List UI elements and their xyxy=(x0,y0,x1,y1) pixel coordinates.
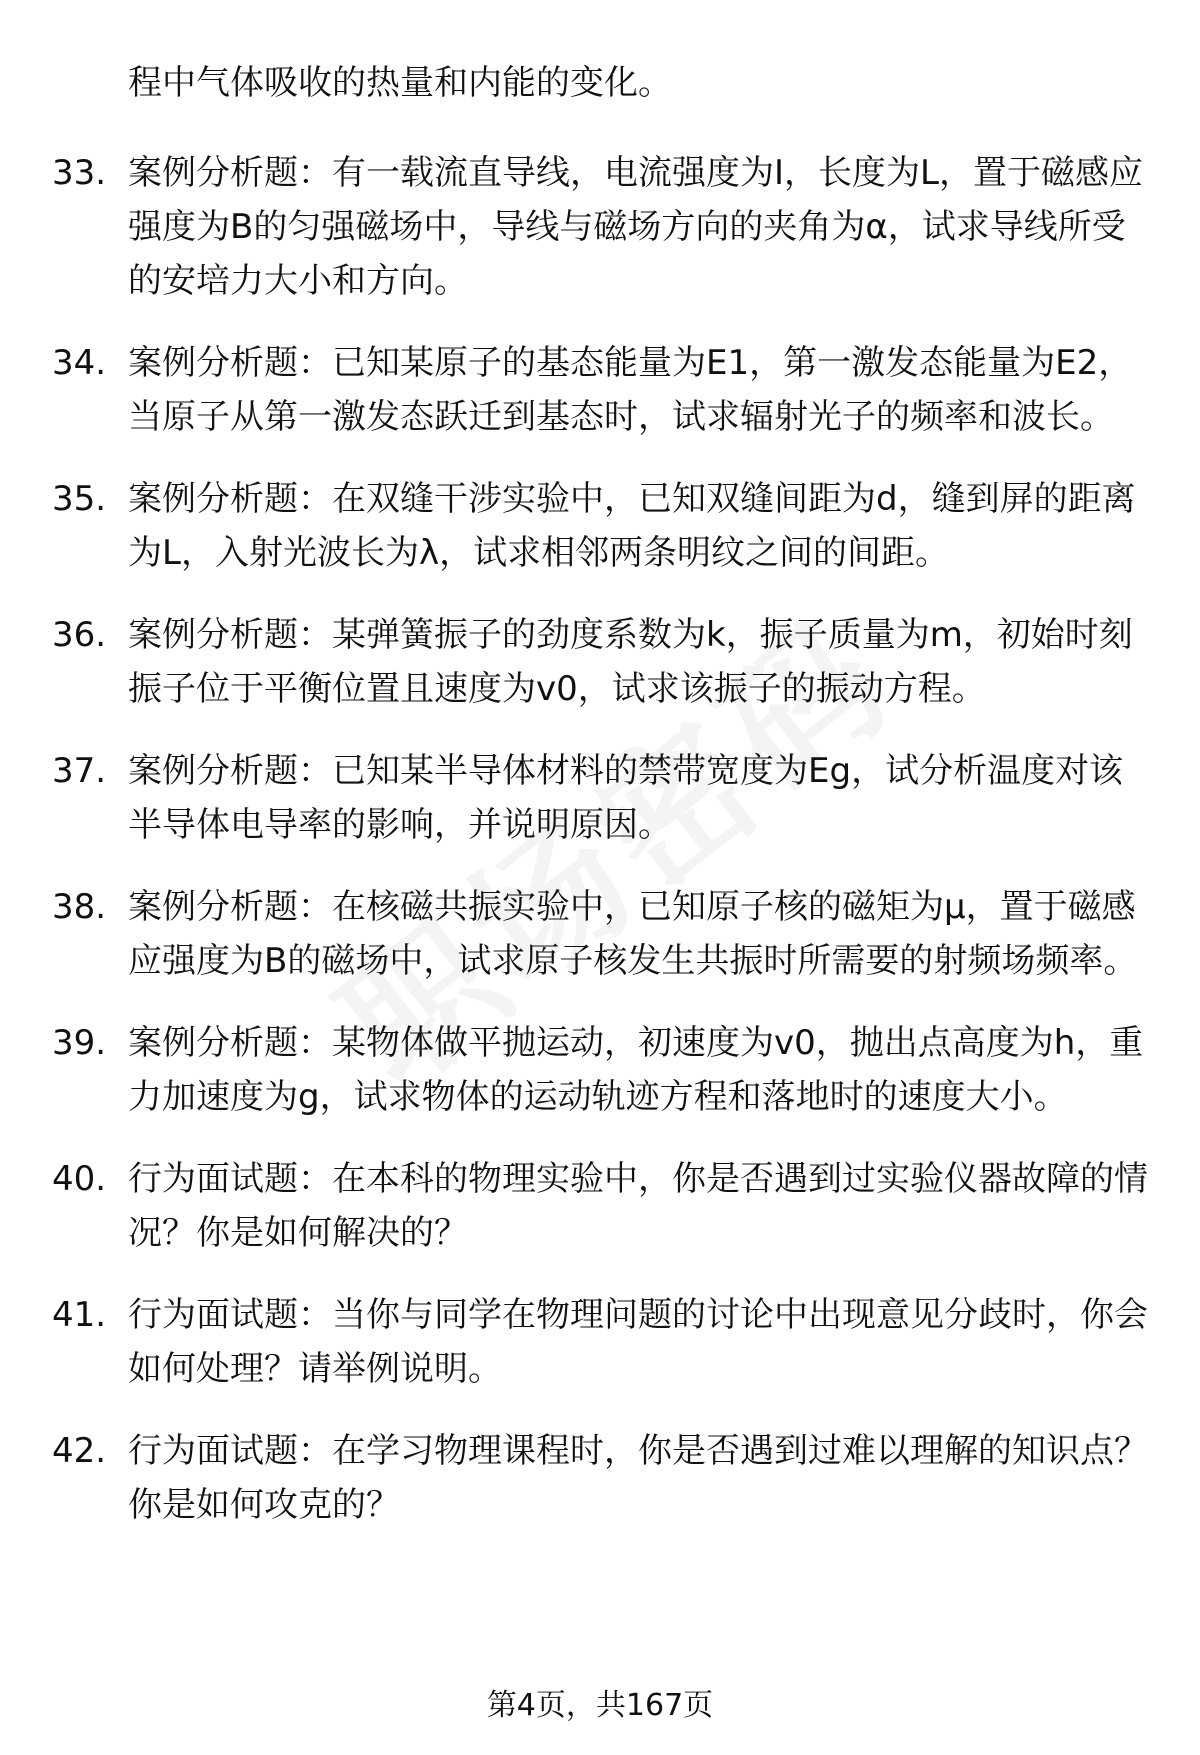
question-text: 案例分析题：已知某半导体材料的禁带宽度为Eg，试分析温度对该半导体电导率的影响，并说明原因。 xyxy=(128,751,1124,845)
question-text: 行为面试题：在本科的物理实验中，你是否遇到过实验仪器故障的情况？你是如何解决的？ xyxy=(128,1159,1148,1253)
question-list xyxy=(0,146,1200,1560)
list-item xyxy=(0,1016,1200,1124)
list-item xyxy=(0,1424,1200,1532)
question-number: 39. xyxy=(52,1023,107,1063)
list-item xyxy=(0,472,1200,580)
question-text: 案例分析题：某弹簧振子的劲度系数为k，振子质量为m，初始时刻振子位于平衡位置且速度为v0，试求该振子的振动方程。 xyxy=(128,615,1133,709)
question-number: 41. xyxy=(52,1295,107,1335)
list-item xyxy=(0,336,1200,444)
list-item xyxy=(0,608,1200,716)
question-number: 35. xyxy=(52,479,107,519)
list-item xyxy=(0,1288,1200,1396)
question-number: 34. xyxy=(52,343,107,383)
list-item xyxy=(0,146,1200,308)
question-number: 33. xyxy=(52,153,107,193)
list-item xyxy=(0,1152,1200,1260)
question-number: 38. xyxy=(52,887,107,927)
list-item xyxy=(0,744,1200,852)
list-item xyxy=(0,880,1200,988)
question-number: 36. xyxy=(52,615,107,655)
question-text: 案例分析题：某物体做平抛运动，初速度为v0，抛出点高度为h，重力加速度为g，试求物体的运动轨迹方程和落地时的速度大小。 xyxy=(128,1023,1144,1117)
question-text: 案例分析题：有一载流直导线，电流强度为I，长度为L，置于磁感应强度为B的匀强磁场中，导线与磁场方向的夹角为α，试求导线所受的安培力大小和方向。 xyxy=(128,153,1143,301)
question-text: 案例分析题：在核磁共振实验中，已知原子核的磁矩为μ，置于磁感应强度为B的磁场中，试求原子核发生共振时所需要的射频场频率。 xyxy=(128,887,1138,981)
question-number: 40. xyxy=(52,1159,107,1199)
question-text: 案例分析题：已知某原子的基态能量为E1，第一激发态能量为E2，当原子从第一激发态跃迁到基态时，试求辐射光子的频率和波长。 xyxy=(128,343,1133,437)
question-text: 案例分析题：在双缝干涉实验中，已知双缝间距为d，缝到屏的距离为L，入射光波长为λ，试求相邻两条明纹之间的间距。 xyxy=(128,479,1136,573)
continuation-text: 程中气体吸收的热量和内能的变化。 xyxy=(128,63,672,103)
question-number: 37. xyxy=(52,751,107,791)
page-footer: 第4页，共167页 xyxy=(486,1688,714,1723)
question-number: 42. xyxy=(52,1431,107,1471)
question-text: 行为面试题：在学习物理课程时，你是否遇到过难以理解的知识点？你是如何攻克的？ xyxy=(128,1431,1148,1525)
question-text: 行为面试题：当你与同学在物理问题的讨论中出现意见分歧时，你会如何处理？请举例说明。 xyxy=(128,1295,1148,1389)
